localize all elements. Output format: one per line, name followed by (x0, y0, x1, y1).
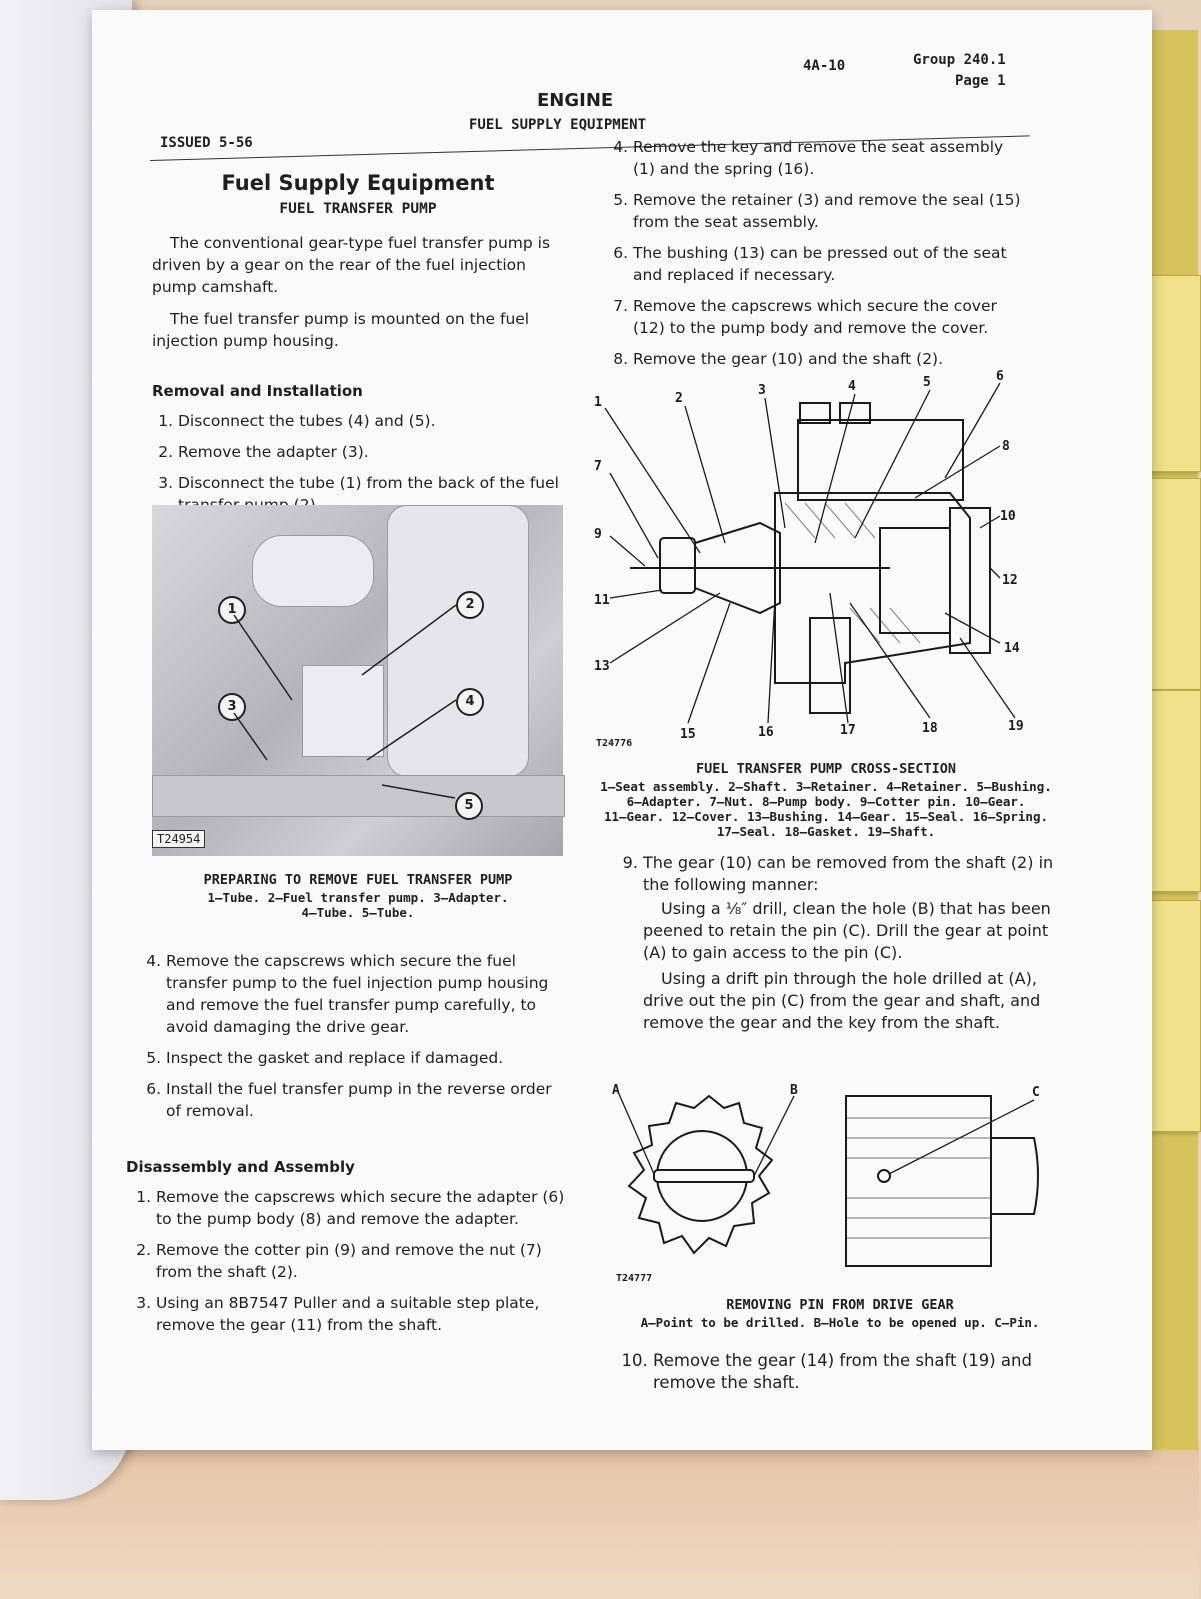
caption-line: 1–Seat assembly. 2–Shaft. 3–Retainer. 4–Retainer. 5–Bushing. (600, 779, 1052, 794)
list-item: 1. Remove the capscrews which secure the adapter (6) to the pump body (8) and remove the adapter. (156, 1186, 571, 1230)
left-column-bottom (126, 950, 571, 1345)
list-item: 2. Remove the cotter pin (9) and remove the nut (7) from the shaft (2). (156, 1239, 571, 1283)
list-item: 7. Remove the capscrews which secure the cover (12) to the pump body and remove the cover. (633, 295, 1029, 339)
page-code: 4A-10 (803, 58, 846, 74)
diagram-label: 11 (594, 593, 610, 608)
list-item: 6. Install the fuel transfer pump in the reverse order of removal. (166, 1078, 571, 1122)
diagram-label: 1 (594, 395, 602, 410)
caption-line: 6–Adapter. 7–Nut. 8–Pump body. 9–Cotter pin. 10–Gear. (626, 794, 1026, 809)
disassembly-steps (126, 1186, 571, 1336)
group-number: Group 240.1 (913, 52, 1006, 68)
disassembly-steps-continued (607, 136, 1029, 370)
pump-body-outline (775, 493, 970, 683)
disassembly-heading: Disassembly and Assembly (126, 1158, 355, 1176)
diagram-tag: T24776 (596, 738, 633, 749)
list-item: 6. The bushing (13) can be pressed out of the seat and replaced if necessary. (633, 242, 1029, 286)
pin-hole (878, 1170, 890, 1182)
diagram-label: 18 (922, 721, 938, 736)
diagram-label: 9 (594, 527, 602, 542)
diagram-label: 3 (758, 383, 766, 398)
shaft-side-view (846, 1096, 991, 1266)
list-item: 4. Remove the key and remove the seat assembly (1) and the spring (16). (633, 136, 1029, 180)
instruction-paragraph: Using a ⅛″ drill, clean the hole (B) that has been peened to retain the pin (C). Drill the gear at point (A) to gain access to the pin (C). (643, 899, 1051, 962)
caption-line: 1–Tube. 2–Fuel transfer pump. 3–Adapter. (207, 890, 509, 905)
gear-label-b: B (790, 1083, 798, 1098)
right-column-middle (617, 852, 1062, 1044)
list-item: 1. Disconnect the tubes (4) and (5). (178, 410, 564, 432)
list-item: 10. Remove the gear (14) from the shaft (19) and remove the shaft. (653, 1350, 1087, 1394)
diagram-label: 12 (1002, 573, 1018, 588)
list-item: 8. Remove the gear (10) and the shaft (2). (633, 348, 1029, 370)
right-column-top (607, 136, 1029, 379)
diagram-label: 10 (1000, 509, 1016, 524)
right-column-bottom (617, 1350, 1087, 1403)
gear-removal-step (617, 852, 1062, 896)
caption-title: PREPARING TO REMOVE FUEL TRANSFER PUMP (203, 872, 513, 888)
cross-section-diagram (594, 369, 1040, 750)
list-item: 2. Remove the adapter (3). (178, 441, 564, 463)
list-item: 3. Disconnect the tube (1) from the back of the fuel (178, 472, 564, 516)
diagram-label: 16 (758, 725, 774, 740)
diagram-label: 14 (1004, 641, 1020, 656)
list-item: 5. Inspect the gasket and replace if damaged. (166, 1047, 571, 1069)
drive-gear (660, 538, 695, 593)
photo-caption (152, 873, 564, 920)
photo-callout: 4 (456, 688, 484, 716)
section-title: FUEL SUPPLY EQUIPMENT (469, 117, 647, 133)
gear-pack (880, 528, 950, 633)
diagram-label: 17 (840, 723, 856, 738)
caption-line: 17–Seal. 18–Gasket. 19–Shaft. (716, 824, 936, 839)
gear-pin-diagram (612, 1083, 1064, 1288)
section-heading: Fuel Supply Equipment (221, 171, 495, 195)
diagram-label: 4 (848, 379, 856, 394)
photo-callout: 2 (456, 591, 484, 619)
diagram-label: 15 (680, 727, 696, 742)
diagram-label: 13 (594, 659, 610, 674)
diagram-label: 2 (675, 391, 683, 406)
photo-callout: 5 (455, 792, 483, 820)
list-item: 3. Using an 8B7547 Puller and a suitable step plate, remove the gear (11) from the shaft. (156, 1292, 571, 1336)
gear-label-c: C (1032, 1085, 1040, 1100)
diagram-label: 8 (1002, 439, 1010, 454)
caption-title: REMOVING PIN FROM DRIVE GEAR (726, 1297, 954, 1313)
removal-steps-continued (126, 950, 571, 1122)
final-step (617, 1350, 1087, 1394)
cross-section-caption (597, 762, 1055, 839)
caption-line: A–Point to be drilled. B–Hole to be opened up. C–Pin. (640, 1315, 1040, 1330)
shaft-end (991, 1138, 1038, 1214)
caption-title: FUEL TRANSFER PUMP CROSS-SECTION (695, 761, 957, 777)
caption-line: 4–Tube. 5–Tube. (301, 905, 415, 920)
left-column-top (152, 172, 564, 525)
diagram-label: 7 (594, 459, 602, 474)
page-number: Page 1 (955, 73, 1006, 89)
instruction-paragraph: Using a drift pin through the hole drilled at (A), drive out the pin (C) from the gear and shaft, and remove the gear and the key from the shaft. (643, 969, 1041, 1032)
photo-tag: T24954 (152, 830, 205, 848)
subsection-heading: FUEL TRANSFER PUMP (279, 201, 437, 217)
gear-diagram-tag: T24777 (616, 1273, 653, 1284)
diagram-label: 6 (996, 369, 1004, 384)
caption-line: 11–Gear. 12–Cover. 13–Bushing. 14–Gear. 15–Seal. 16–Spring. (603, 809, 1048, 824)
intro-paragraph: The conventional gear-type fuel transfer pump is driven by a gear on the rear of the fuel injection pump camshaft. (152, 234, 551, 296)
list-item: 4. Remove the capscrews which secure the fuel transfer pump to the fuel injection pump housing and remove the fuel transfer pump carefully, to avoid damaging the drive gear. (166, 950, 571, 1038)
chapter-title: ENGINE (537, 90, 614, 111)
intro-paragraph: The fuel transfer pump is mounted on the fuel injection pump housing. (152, 310, 530, 350)
photo-leader-lines (152, 505, 563, 856)
list-item: 9. The gear (10) can be removed from the shaft (2) in the following manner: (643, 852, 1062, 896)
removal-heading: Removal and Installation (152, 382, 363, 400)
diagram-label: 19 (1008, 719, 1024, 734)
diagram-label: 5 (923, 375, 931, 390)
gear-pin (654, 1170, 754, 1182)
photo-callout: 3 (218, 693, 246, 721)
gear-label-a: A (612, 1083, 620, 1098)
photo-callout: 1 (218, 596, 246, 624)
list-item: 5. Remove the retainer (3) and remove the seal (15) from the seat assembly. (633, 189, 1029, 233)
removal-steps (152, 410, 564, 516)
gear-caption (620, 1298, 1060, 1330)
issued-date: ISSUED 5-56 (160, 135, 253, 151)
table-surface (0, 1440, 1199, 1599)
